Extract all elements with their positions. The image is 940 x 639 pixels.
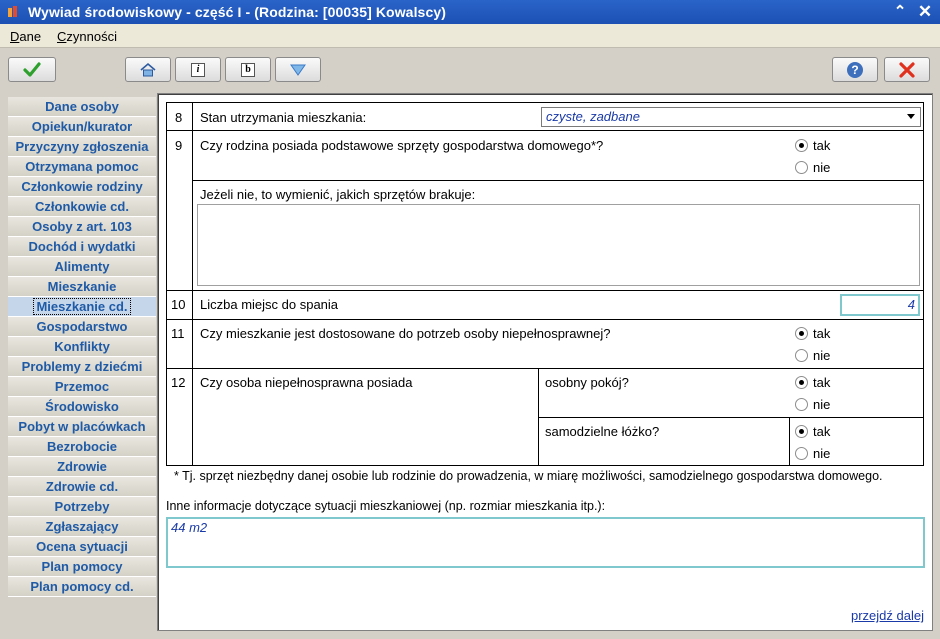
home-button[interactable] bbox=[125, 57, 171, 82]
housing-condition-select[interactable]: czyste, zadbane bbox=[541, 107, 921, 127]
sidebar-item-label: Bezrobocie bbox=[46, 439, 118, 454]
confirm-button[interactable] bbox=[8, 57, 56, 82]
sidebar-item-label: Plan pomocy bbox=[41, 559, 123, 574]
sidebar-item-15[interactable] bbox=[8, 397, 156, 417]
sidebar-item-22[interactable] bbox=[8, 537, 156, 557]
arrow-down-icon bbox=[290, 64, 306, 76]
sidebar-item-10[interactable] bbox=[8, 297, 156, 317]
collapse-icon[interactable]: ⌃ bbox=[893, 3, 907, 20]
close-icon[interactable]: ✕ bbox=[917, 2, 933, 21]
sidebar-item-6[interactable] bbox=[8, 217, 156, 237]
title-bar bbox=[0, 0, 940, 24]
q12-room-yes-radio[interactable]: tak bbox=[795, 375, 830, 390]
sidebar-item-label: Konflikty bbox=[54, 339, 110, 354]
sidebar-item-label: Zgłaszający bbox=[45, 519, 119, 534]
q9-label: Czy rodzina posiada podstawowe sprzęty gospodarstwa domowego*? bbox=[200, 138, 604, 153]
sidebar-item-24[interactable] bbox=[8, 577, 156, 597]
window-title: Wywiad środowiskowy - część I - (Rodzina: [00035] Kowalscy) bbox=[28, 4, 446, 20]
q10-number: 10 bbox=[171, 297, 186, 312]
chevron-down-icon bbox=[907, 114, 915, 119]
sidebar-item-label: Gospodarstwo bbox=[36, 319, 128, 334]
q12-bed-yes-radio[interactable]: tak bbox=[795, 424, 830, 439]
sidebar-item-label: Problemy z dziećmi bbox=[21, 359, 143, 374]
bold-button[interactable] bbox=[225, 57, 271, 82]
q9-yes-radio[interactable]: tak bbox=[795, 138, 830, 153]
sidebar-item-8[interactable] bbox=[8, 257, 156, 277]
sidebar-item-label: Członkowie cd. bbox=[35, 199, 129, 214]
sidebar-item-7[interactable] bbox=[8, 237, 156, 257]
q11-yes-radio[interactable]: tak bbox=[795, 326, 830, 341]
sidebar-item-label: Mieszkanie cd. bbox=[33, 298, 130, 315]
sidebar-item-label: Osoby z art. 103 bbox=[32, 219, 132, 234]
sidebar-item-label: Ocena sytuacji bbox=[36, 539, 128, 554]
sidebar-item-label: Środowisko bbox=[45, 399, 119, 414]
sidebar-item-label: Zdrowie bbox=[57, 459, 107, 474]
q11-no-radio[interactable]: nie bbox=[795, 348, 830, 363]
info-button[interactable] bbox=[175, 57, 221, 82]
form-panel bbox=[157, 93, 933, 631]
cancel-x-icon bbox=[899, 62, 915, 78]
sidebar-item-20[interactable] bbox=[8, 497, 156, 517]
sidebar-item-1[interactable] bbox=[8, 117, 156, 137]
app-icon bbox=[8, 6, 20, 18]
sidebar-item-label: Pobyt w placówkach bbox=[18, 419, 146, 434]
sidebar-item-label: Dochód i wydatki bbox=[28, 239, 136, 254]
q12-bed-no-radio[interactable]: nie bbox=[795, 446, 830, 461]
sidebar-item-16[interactable] bbox=[8, 417, 156, 437]
q8-number: 8 bbox=[175, 110, 183, 125]
q9-number: 9 bbox=[175, 138, 183, 153]
sidebar-item-label: Dane osoby bbox=[45, 99, 119, 114]
housing-form-table bbox=[166, 102, 924, 466]
next-link[interactable]: przejdź dalej bbox=[851, 608, 924, 623]
sidebar-item-14[interactable] bbox=[8, 377, 156, 397]
help-icon: ? bbox=[847, 62, 863, 78]
menu-dane[interactable]: Dane bbox=[10, 29, 42, 44]
sidebar-item-2[interactable] bbox=[8, 137, 156, 157]
sidebar-item-5[interactable] bbox=[8, 197, 156, 217]
sidebar-item-23[interactable] bbox=[8, 557, 156, 577]
sidebar-item-11[interactable] bbox=[8, 317, 156, 337]
q12-label: Czy osoba niepełnosprawna posiada bbox=[200, 375, 413, 390]
sidebar-item-17[interactable] bbox=[8, 437, 156, 457]
sidebar-item-4[interactable] bbox=[8, 177, 156, 197]
move-down-button[interactable] bbox=[275, 57, 321, 82]
q11-label: Czy mieszkanie jest dostosowane do potrzeb osoby niepełnosprawnej? bbox=[200, 326, 611, 341]
help-button[interactable] bbox=[832, 57, 878, 82]
sidebar-item-3[interactable] bbox=[8, 157, 156, 177]
checkmark-icon bbox=[23, 62, 41, 78]
bold-icon: b bbox=[241, 63, 255, 77]
missing-equipment-textarea[interactable] bbox=[197, 204, 920, 286]
sleeping-places-input[interactable]: 4 bbox=[840, 294, 920, 316]
sidebar-item-12[interactable] bbox=[8, 337, 156, 357]
sidebar-item-label: Otrzymana pomoc bbox=[25, 159, 139, 174]
sidebar-item-label: Plan pomocy cd. bbox=[30, 579, 134, 594]
sidebar-item-21[interactable] bbox=[8, 517, 156, 537]
sidebar-item-label: Potrzeby bbox=[54, 499, 110, 514]
sidebar-item-18[interactable] bbox=[8, 457, 156, 477]
sidebar-item-label: Przyczyny zgłoszenia bbox=[15, 139, 149, 154]
footnote: * Tj. sprzęt niezbędny danej osobie lub rodzinie do prowadzenia, w miarę możliwości, samodzielnego gospodarstwa domowego. bbox=[174, 469, 883, 483]
q9-missing-label: Jeżeli nie, to wymienić, jakich sprzętów brakuje: bbox=[200, 187, 476, 202]
sidebar-item-19[interactable] bbox=[8, 477, 156, 497]
sidebar-item-label: Przemoc bbox=[54, 379, 110, 394]
section-nav bbox=[8, 97, 156, 597]
q12-own-room-label: osobny pokój? bbox=[545, 375, 629, 390]
info-icon: i bbox=[191, 63, 205, 77]
sidebar-item-label: Opiekun/kurator bbox=[31, 119, 133, 134]
sidebar-item-label: Zdrowie cd. bbox=[45, 479, 119, 494]
q8-label: Stan utrzymania mieszkania: bbox=[200, 110, 367, 125]
q10-label: Liczba miejsc do spania bbox=[200, 297, 339, 312]
q11-number: 11 bbox=[171, 326, 185, 341]
home-icon bbox=[139, 62, 157, 78]
menu-czynnosci[interactable]: Czynności bbox=[57, 29, 117, 44]
sidebar-item-label: Alimenty bbox=[54, 259, 110, 274]
q12-own-bed-label: samodzielne łóżko? bbox=[545, 424, 660, 439]
cancel-button[interactable] bbox=[884, 57, 930, 82]
q12-room-no-radio[interactable]: nie bbox=[795, 397, 830, 412]
other-info-label: Inne informacje dotyczące sytuacji mieszkaniowej (np. rozmiar mieszkania itp.): bbox=[166, 499, 606, 513]
other-info-textarea[interactable]: 44 m2 bbox=[166, 517, 925, 568]
q9-no-radio[interactable]: nie bbox=[795, 160, 830, 175]
q12-number: 12 bbox=[171, 375, 186, 390]
sidebar-item-label: Mieszkanie bbox=[47, 279, 117, 294]
menu-bar bbox=[0, 24, 940, 48]
sidebar-item-0[interactable] bbox=[8, 97, 156, 117]
sidebar-item-9[interactable] bbox=[8, 277, 156, 297]
sidebar-item-label: Członkowie rodziny bbox=[21, 179, 143, 194]
sidebar-item-13[interactable] bbox=[8, 357, 156, 377]
toolbar bbox=[0, 49, 940, 92]
